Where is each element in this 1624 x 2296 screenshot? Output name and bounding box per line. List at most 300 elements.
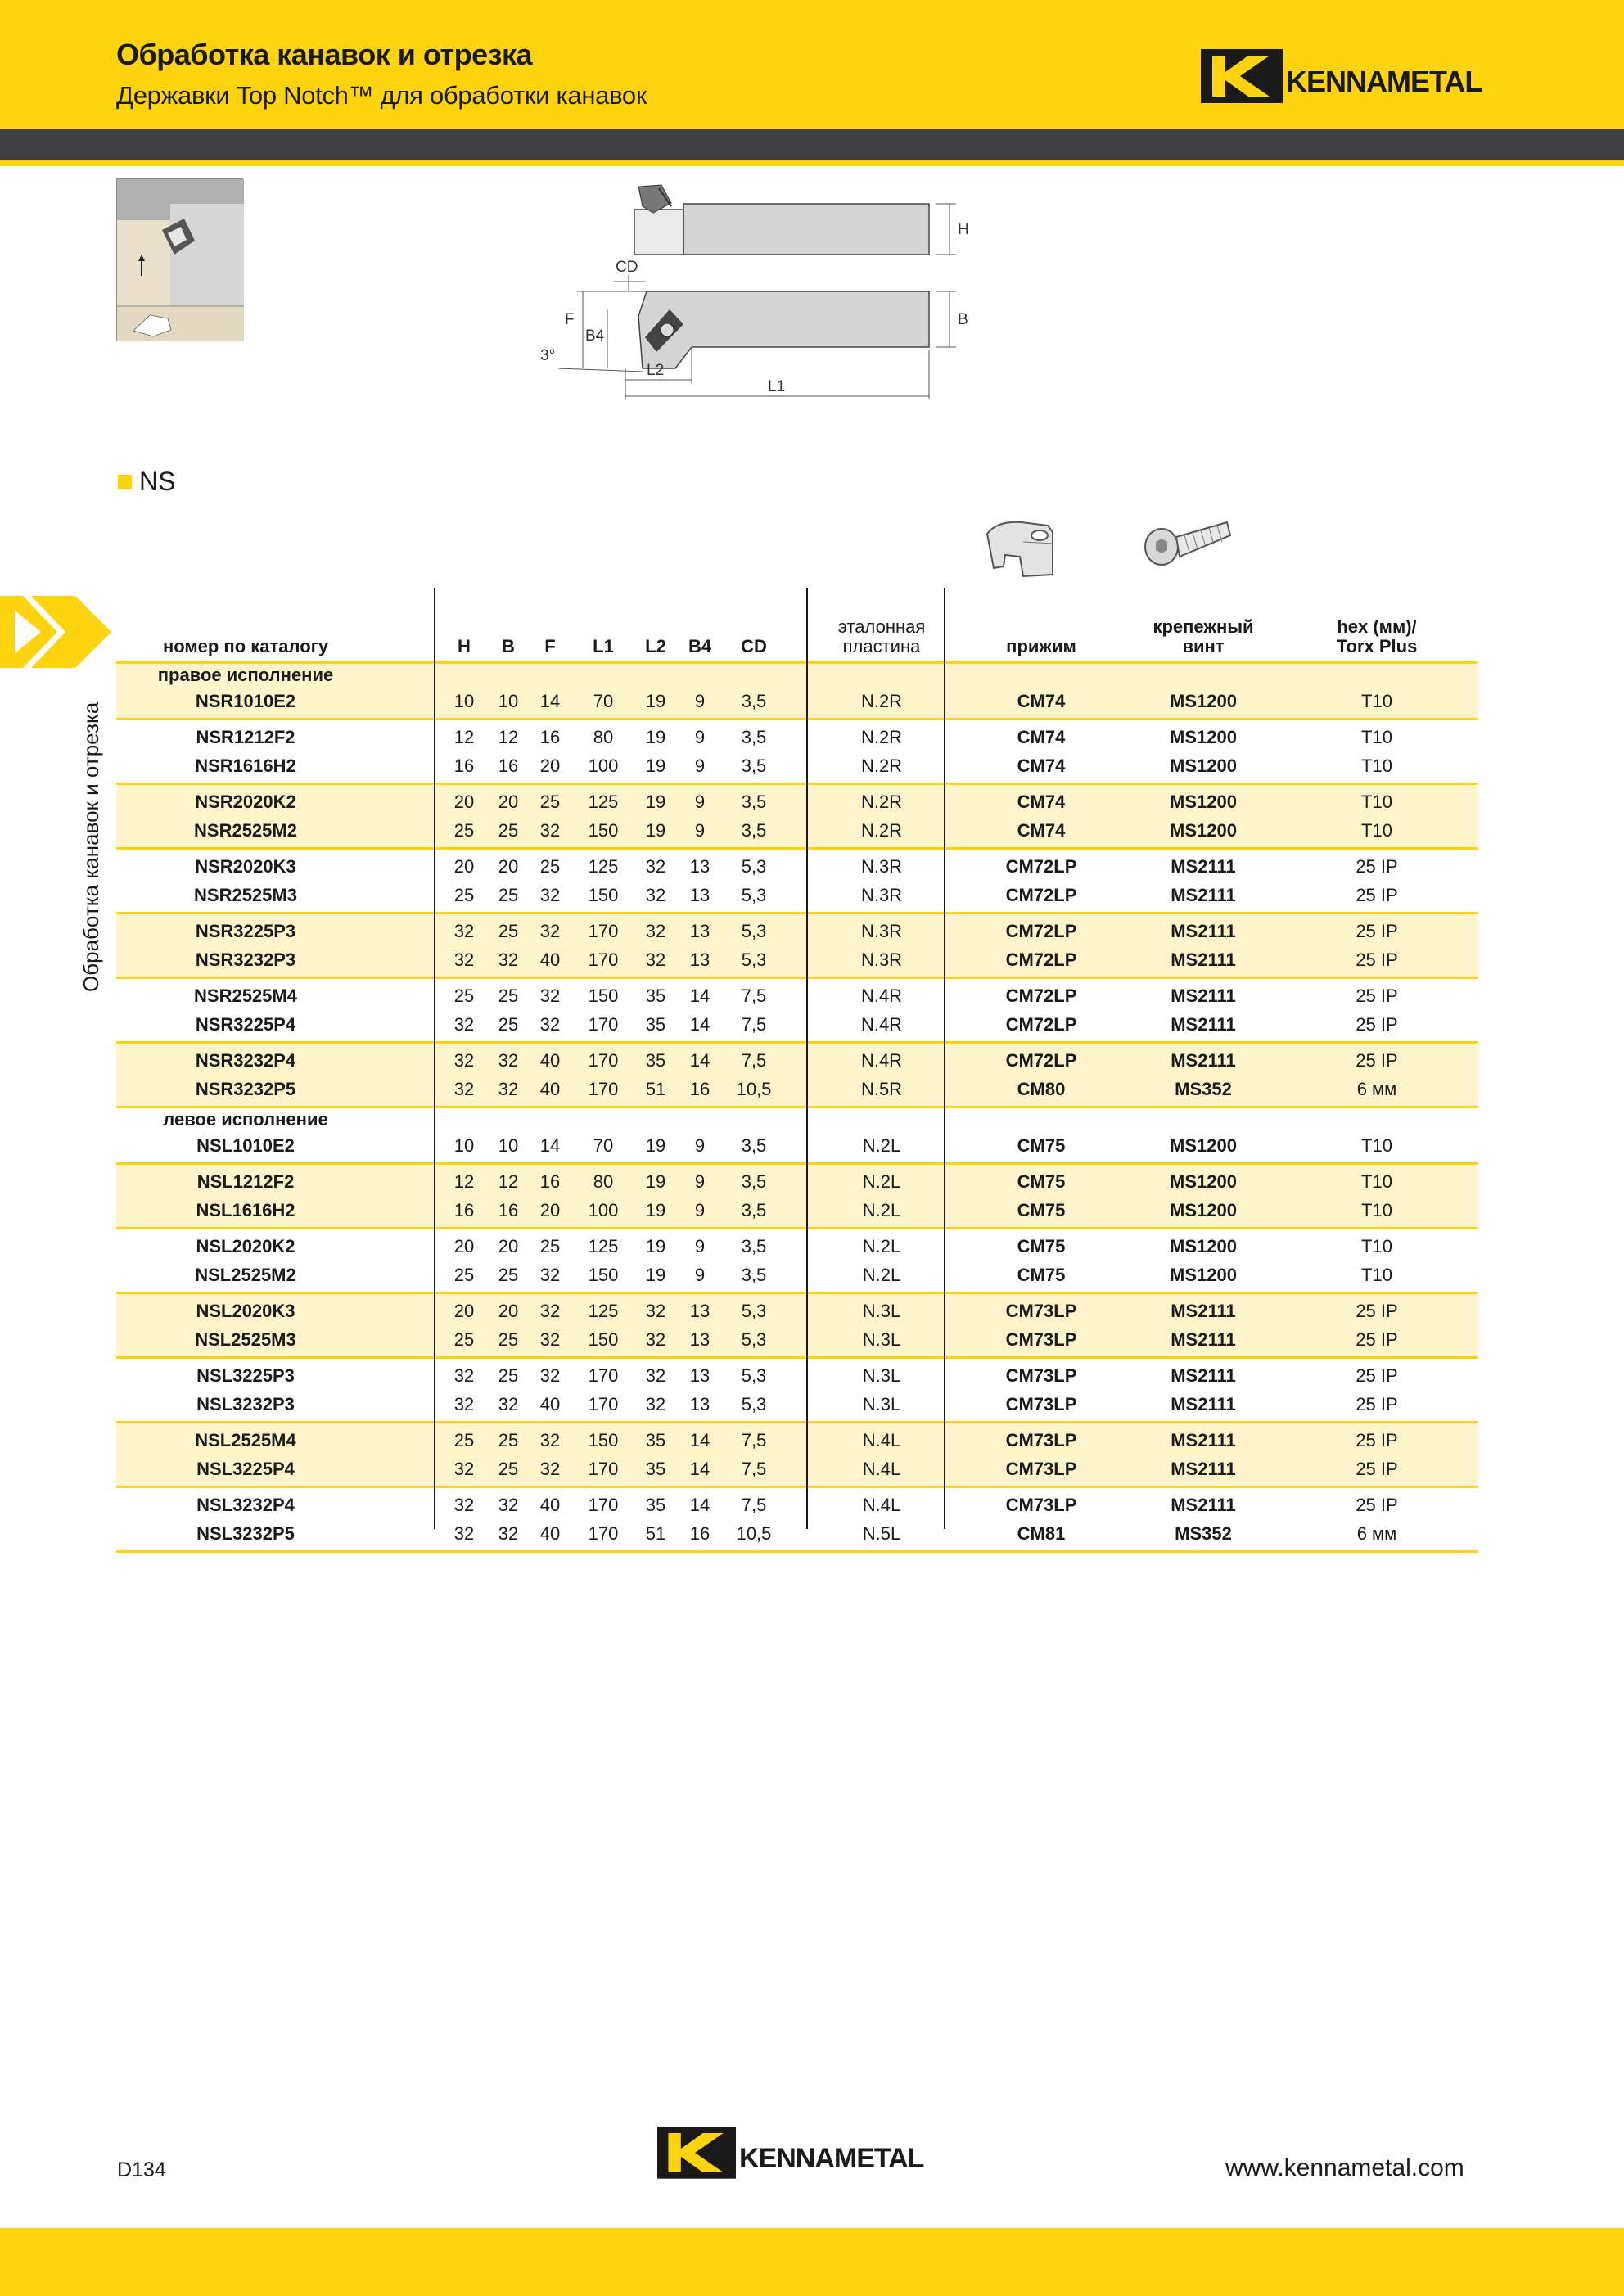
cell-b: 20 — [498, 1301, 519, 1321]
cell-cd: 5,3 — [741, 1301, 767, 1321]
cell-h: 32 — [453, 1523, 475, 1544]
cell-b4: 9 — [694, 792, 706, 812]
table-row — [116, 1297, 1478, 1325]
table-row — [116, 1167, 1478, 1196]
cell-h: 32 — [453, 1394, 475, 1414]
cell-screw: MS2111 — [1171, 950, 1236, 970]
cell-h: 25 — [453, 820, 475, 841]
cell-b: 25 — [498, 1265, 519, 1285]
cell-cd: 5,3 — [741, 1394, 767, 1414]
cell-h: 20 — [453, 856, 475, 877]
cell-screw: MS2111 — [1171, 1050, 1236, 1071]
cell-f: 25 — [539, 856, 561, 877]
tool-holder-drawing — [524, 178, 982, 404]
cell-catalog-no: NSL3225P4 — [196, 1459, 295, 1479]
cell-h: 25 — [453, 1265, 475, 1285]
cell-h: 16 — [453, 756, 475, 776]
cell-f: 20 — [539, 1200, 561, 1220]
table-row — [116, 1519, 1478, 1548]
cell-clamp: CM74 — [1017, 691, 1066, 711]
cell-b4: 14 — [689, 986, 710, 1006]
cell-f: 32 — [539, 921, 561, 941]
cell-b: 32 — [498, 950, 519, 970]
cell-catalog-no: NSR1616H2 — [195, 756, 296, 776]
cell-f: 20 — [539, 756, 561, 776]
table-row-group — [116, 847, 1478, 912]
cell-screw: MS352 — [1175, 1523, 1232, 1544]
cell-l2: 35 — [645, 1430, 666, 1450]
cell-l2: 19 — [645, 1265, 666, 1285]
cell-screw: MS1200 — [1170, 756, 1237, 776]
cell-b: 20 — [498, 1236, 519, 1256]
cell-b: 32 — [498, 1050, 519, 1071]
cell-clamp: CM75 — [1017, 1200, 1066, 1220]
cell-screw: MS1200 — [1170, 727, 1237, 747]
col-b4: B4 — [688, 636, 712, 656]
table-divider — [944, 588, 945, 1529]
header-thin-band — [0, 160, 1624, 166]
cell-l1: 170 — [588, 950, 619, 970]
side-tab-label: Обработка канавок и отрезка — [79, 701, 103, 992]
cell-b4: 14 — [689, 1050, 710, 1071]
cell-b: 25 — [498, 921, 519, 941]
cell-b4: 9 — [694, 727, 706, 747]
cell-l2: 51 — [645, 1523, 666, 1544]
cell-clamp: CM72LP — [1005, 921, 1077, 941]
cell-cd: 3,5 — [741, 820, 767, 841]
table-row — [116, 881, 1478, 909]
cell-l1: 70 — [593, 691, 614, 711]
cell-h: 20 — [453, 1301, 475, 1321]
table-row — [116, 751, 1478, 780]
cell-l1: 80 — [593, 727, 614, 747]
cell-b: 25 — [498, 885, 519, 905]
cell-l2: 19 — [645, 756, 666, 776]
cell-l1: 170 — [588, 1495, 619, 1515]
table-row — [116, 981, 1478, 1010]
cell-cd: 3,5 — [741, 792, 767, 812]
cell-b4: 9 — [694, 1200, 706, 1220]
cell-clamp: CM72LP — [1005, 856, 1077, 877]
cell-l1: 170 — [588, 1365, 619, 1386]
right-hand-label: правое исполнение — [157, 665, 334, 685]
cell-b4: 13 — [689, 1365, 710, 1386]
cell-cd: 5,3 — [741, 885, 767, 905]
kennametal-k-icon — [1201, 49, 1283, 103]
cell-catalog-no: NSL1616H2 — [196, 1200, 295, 1220]
cell-key: 25 IP — [1356, 1459, 1398, 1479]
cell-l1: 125 — [588, 856, 619, 877]
cell-catalog-no: NSR3225P3 — [195, 921, 296, 941]
table-row-group — [116, 661, 1478, 718]
cell-l1: 100 — [588, 1200, 619, 1220]
cell-f: 40 — [539, 1079, 561, 1099]
table-row — [116, 1361, 1478, 1390]
table-row — [116, 1232, 1478, 1261]
cell-screw: MS2111 — [1171, 1430, 1236, 1450]
cell-cd: 5,3 — [741, 921, 767, 941]
cell-insert: N.3R — [860, 885, 903, 905]
cell-screw: MS2111 — [1171, 1495, 1236, 1515]
cell-b: 25 — [498, 1365, 519, 1386]
cell-b4: 14 — [689, 1430, 710, 1450]
logo-text: KENNAMETAL — [739, 2142, 924, 2174]
cell-insert: N.4L — [862, 1459, 901, 1479]
cell-l1: 125 — [588, 1301, 619, 1321]
dim-l1-label: L1 — [768, 378, 786, 395]
cell-key: T10 — [1361, 727, 1392, 747]
col-catalog: номер по каталогу — [162, 636, 329, 656]
dim-l2-label: L2 — [647, 362, 665, 379]
cell-b: 16 — [498, 756, 519, 776]
cell-insert: N.2L — [862, 1171, 901, 1192]
cell-b: 32 — [498, 1495, 519, 1515]
table-divider — [434, 588, 435, 1529]
table-row — [116, 1455, 1478, 1483]
cell-insert: N.2R — [860, 792, 903, 812]
cell-b: 12 — [498, 1171, 519, 1192]
cell-l1: 170 — [588, 921, 619, 941]
cell-screw: MS1200 — [1170, 691, 1237, 711]
table-row — [116, 687, 1478, 715]
dim-h-label: H — [958, 221, 969, 238]
cell-key: 25 IP — [1356, 1365, 1398, 1386]
cell-h: 20 — [453, 792, 475, 812]
cell-clamp: CM73LP — [1005, 1365, 1077, 1386]
cell-b: 25 — [498, 820, 519, 841]
cell-key: T10 — [1361, 820, 1392, 841]
cell-key: T10 — [1361, 1200, 1392, 1220]
cell-insert: N.5R — [860, 1079, 903, 1099]
table-row-group — [116, 1421, 1478, 1486]
table-row — [116, 1046, 1478, 1075]
cell-screw: MS1200 — [1170, 820, 1237, 841]
cell-l2: 19 — [645, 792, 666, 812]
cell-clamp: CM74 — [1017, 756, 1066, 776]
catalog-table — [116, 588, 1478, 1553]
cell-l2: 19 — [645, 1236, 666, 1256]
cell-h: 25 — [453, 986, 475, 1006]
cell-l1: 125 — [588, 792, 619, 812]
cell-cd: 7,5 — [741, 1430, 767, 1450]
cell-f: 32 — [539, 885, 561, 905]
cell-screw: MS2111 — [1171, 1394, 1236, 1414]
cell-insert: N.2L — [862, 1135, 901, 1156]
cell-cd: 3,5 — [741, 1236, 767, 1256]
cell-h: 32 — [453, 921, 475, 941]
table-row — [116, 852, 1478, 881]
cell-h: 32 — [453, 1459, 475, 1479]
header-logo — [1201, 49, 1482, 103]
cell-b4: 9 — [694, 1135, 706, 1156]
cell-key: T10 — [1361, 1135, 1392, 1156]
cell-catalog-no: NSL2020K3 — [196, 1301, 295, 1321]
table-row — [116, 1325, 1478, 1354]
cell-catalog-no: NSR1010E2 — [195, 691, 296, 711]
table-row — [116, 1390, 1478, 1419]
cell-b: 25 — [498, 1430, 519, 1450]
cell-l2: 35 — [645, 986, 666, 1006]
cell-insert: N.3R — [860, 856, 903, 877]
cell-h: 25 — [453, 1329, 475, 1350]
col-b: B — [502, 636, 515, 656]
table-row — [116, 816, 1478, 845]
cell-cd: 7,5 — [741, 1050, 767, 1071]
cell-screw: MS2111 — [1171, 1014, 1236, 1035]
cell-b: 20 — [498, 792, 519, 812]
cell-catalog-no: NSR2020K3 — [195, 856, 296, 877]
cell-b4: 9 — [694, 756, 706, 776]
cell-l1: 150 — [588, 885, 619, 905]
cell-clamp: CM72LP — [1005, 986, 1077, 1006]
cell-b: 25 — [498, 986, 519, 1006]
cell-f: 16 — [539, 727, 561, 747]
cell-l2: 35 — [645, 1495, 666, 1515]
section-bullet-icon — [118, 475, 132, 489]
table-row-group — [116, 912, 1478, 977]
cell-cd: 5,3 — [741, 1365, 767, 1386]
cell-b4: 13 — [689, 1394, 710, 1414]
cell-insert: N.5L — [862, 1523, 901, 1544]
logo-text: KENNAMETAL — [1286, 65, 1482, 98]
cell-catalog-no: NSL2525M3 — [195, 1329, 296, 1350]
cell-screw: MS352 — [1175, 1079, 1232, 1099]
cell-h: 12 — [453, 727, 475, 747]
cell-insert: N.3L — [862, 1301, 901, 1321]
cell-h: 32 — [453, 1050, 475, 1071]
cell-l2: 32 — [645, 856, 666, 877]
cell-l1: 80 — [593, 1171, 614, 1192]
cell-b: 32 — [498, 1394, 519, 1414]
cell-insert: N.4L — [862, 1430, 901, 1450]
cell-catalog-no: NSR3225P4 — [195, 1014, 296, 1035]
cell-l2: 51 — [645, 1079, 666, 1099]
cell-l1: 170 — [588, 1014, 619, 1035]
cell-screw: MS2111 — [1171, 885, 1236, 905]
cell-catalog-no: NSL1010E2 — [196, 1135, 295, 1156]
dim-f-label: F — [565, 311, 575, 328]
cell-h: 25 — [453, 1430, 475, 1450]
cell-b: 10 — [498, 1135, 519, 1156]
cell-l2: 19 — [645, 727, 666, 747]
cell-screw: MS2111 — [1171, 1329, 1236, 1350]
table-row — [116, 1131, 1478, 1160]
cell-b4: 14 — [689, 1495, 710, 1515]
cell-clamp: CM72LP — [1005, 1014, 1077, 1035]
clamp-icon — [981, 517, 1062, 583]
cell-catalog-no: NSL2525M2 — [195, 1265, 296, 1285]
cell-key: T10 — [1361, 792, 1392, 812]
table-row-group — [116, 1162, 1478, 1227]
cell-b: 32 — [498, 1079, 519, 1099]
table-body — [116, 661, 1478, 1553]
cell-insert: N.4L — [862, 1495, 901, 1515]
cell-key: 25 IP — [1356, 1301, 1398, 1321]
cell-l2: 19 — [645, 820, 666, 841]
dim-b4-label: B4 — [585, 327, 605, 345]
cell-f: 40 — [539, 1050, 561, 1071]
cell-screw: MS1200 — [1170, 1200, 1237, 1220]
dim-b-label: B — [958, 311, 968, 328]
cell-l1: 100 — [588, 756, 619, 776]
cell-screw: MS2111 — [1171, 1365, 1236, 1386]
cell-l2: 32 — [645, 1394, 666, 1414]
cell-f: 16 — [539, 1171, 561, 1192]
cell-b4: 9 — [694, 691, 706, 711]
cell-b4: 13 — [689, 1329, 710, 1350]
cell-insert: N.2R — [860, 756, 903, 776]
application-pictogram — [116, 178, 243, 341]
cell-clamp: CM75 — [1017, 1265, 1066, 1285]
cell-key: T10 — [1361, 756, 1392, 776]
cell-key: 25 IP — [1356, 856, 1398, 877]
col-key: hex (мм)/ Torx Plus — [1336, 616, 1418, 656]
cell-l1: 150 — [588, 1430, 619, 1450]
cell-insert: N.4R — [860, 1050, 903, 1071]
cell-l1: 170 — [588, 1523, 619, 1544]
cell-b: 25 — [498, 1014, 519, 1035]
cell-clamp: CM74 — [1017, 792, 1066, 812]
cell-insert: N.2R — [860, 727, 903, 747]
table-row — [116, 723, 1478, 751]
cell-catalog-no: NSL3232P3 — [196, 1394, 295, 1414]
dim-angle-label: 3° — [540, 347, 556, 364]
header-dark-band — [0, 129, 1624, 160]
cell-h: 20 — [453, 1236, 475, 1256]
cell-insert: N.2R — [860, 820, 903, 841]
left-hand-label: левое исполнение — [163, 1109, 328, 1130]
cell-f: 32 — [539, 1329, 561, 1350]
section-title: NS — [139, 467, 176, 496]
footer-logo — [657, 2127, 923, 2179]
cell-l1: 150 — [588, 820, 619, 841]
cell-h: 25 — [453, 885, 475, 905]
cell-key: 25 IP — [1356, 1394, 1398, 1414]
cell-insert: N.2R — [860, 691, 903, 711]
cell-catalog-no: NSR2525M3 — [194, 885, 297, 905]
cell-catalog-no: NSL3232P5 — [196, 1523, 295, 1544]
cell-h: 32 — [453, 1014, 475, 1035]
cell-cd: 3,5 — [741, 727, 767, 747]
cell-clamp: CM74 — [1017, 727, 1066, 747]
cell-cd: 10,5 — [736, 1079, 772, 1099]
cell-f: 40 — [539, 1394, 561, 1414]
cell-h: 32 — [453, 1365, 475, 1386]
cell-h: 10 — [453, 691, 475, 711]
cell-insert: N.4R — [860, 1014, 903, 1035]
cell-cd: 3,5 — [741, 1265, 767, 1285]
table-row-group — [116, 1227, 1478, 1292]
table-row-group — [116, 1486, 1478, 1553]
cell-cd: 3,5 — [741, 1135, 767, 1156]
cell-f: 32 — [539, 820, 561, 841]
col-h: H — [458, 636, 471, 656]
cell-clamp: CM75 — [1017, 1236, 1066, 1256]
table-row-group — [116, 1356, 1478, 1421]
cell-key: 25 IP — [1356, 1050, 1398, 1071]
cell-clamp: CM73LP — [1005, 1329, 1077, 1350]
cell-insert: N.3L — [862, 1329, 901, 1350]
cell-screw: MS1200 — [1170, 792, 1237, 812]
cell-b4: 14 — [689, 1459, 710, 1479]
cell-cd: 3,5 — [741, 691, 767, 711]
table-row-group — [116, 783, 1478, 847]
cell-l2: 19 — [645, 1200, 666, 1220]
cell-insert: N.3L — [862, 1394, 901, 1414]
cell-b: 25 — [498, 1459, 519, 1479]
cell-l2: 32 — [645, 1365, 666, 1386]
kennametal-k-icon — [657, 2127, 736, 2179]
table-row — [116, 1426, 1478, 1455]
cell-b4: 9 — [694, 1236, 706, 1256]
cell-clamp: CM73LP — [1005, 1459, 1077, 1479]
cell-insert: N.2L — [862, 1265, 901, 1285]
cell-l1: 170 — [588, 1050, 619, 1071]
cell-catalog-no: NSR2525M2 — [194, 820, 297, 841]
grooving-application-icon — [117, 179, 244, 341]
cell-key: T10 — [1361, 1236, 1392, 1256]
cell-b4: 13 — [689, 921, 710, 941]
cell-clamp: CM73LP — [1005, 1495, 1077, 1515]
cell-clamp: CM72LP — [1005, 885, 1077, 905]
cell-catalog-no: NSR3232P4 — [195, 1050, 296, 1071]
cell-l1: 125 — [588, 1236, 619, 1256]
cell-key: 25 IP — [1356, 1014, 1398, 1035]
cell-key: 25 IP — [1356, 885, 1398, 905]
cell-screw: MS1200 — [1170, 1265, 1237, 1285]
cell-clamp: CM73LP — [1005, 1394, 1077, 1414]
cell-cd: 3,5 — [741, 756, 767, 776]
cell-key: 25 IP — [1356, 986, 1398, 1006]
cell-insert: N.2L — [862, 1236, 901, 1256]
cell-insert: N.4R — [860, 986, 903, 1006]
cell-b4: 13 — [689, 950, 710, 970]
table-row — [116, 1010, 1478, 1039]
cell-b: 20 — [498, 856, 519, 877]
cell-cd: 7,5 — [741, 1014, 767, 1035]
cell-key: T10 — [1361, 691, 1392, 711]
table-row — [116, 1261, 1478, 1289]
cell-cd: 5,3 — [741, 950, 767, 970]
cell-l1: 150 — [588, 1265, 619, 1285]
cell-h: 32 — [453, 950, 475, 970]
cell-h: 32 — [453, 1079, 475, 1099]
cell-key: T10 — [1361, 1265, 1392, 1285]
cell-catalog-no: NSL2525M4 — [195, 1430, 296, 1450]
cell-f: 32 — [539, 1301, 561, 1321]
cell-clamp: CM81 — [1017, 1523, 1066, 1544]
cell-l2: 35 — [645, 1459, 666, 1479]
cell-cd: 5,3 — [741, 1329, 767, 1350]
cell-cd: 3,5 — [741, 1200, 767, 1220]
cell-f: 40 — [539, 1495, 561, 1515]
website-link[interactable]: www.kennametal.com — [1225, 2154, 1464, 2181]
cell-catalog-no: NSR2525M4 — [194, 986, 297, 1006]
cell-f: 32 — [539, 986, 561, 1006]
cell-h: 16 — [453, 1200, 475, 1220]
cell-cd: 3,5 — [741, 1171, 767, 1192]
cell-b: 12 — [498, 727, 519, 747]
cell-screw: MS1200 — [1170, 1171, 1237, 1192]
cell-cd: 10,5 — [736, 1523, 772, 1544]
cell-catalog-no: NSR3232P5 — [195, 1079, 296, 1099]
cell-b: 16 — [498, 1200, 519, 1220]
cell-l1: 170 — [588, 1459, 619, 1479]
cell-f: 32 — [539, 1365, 561, 1386]
table-row-group — [116, 1041, 1478, 1106]
cell-l1: 150 — [588, 986, 619, 1006]
cell-l2: 35 — [645, 1014, 666, 1035]
